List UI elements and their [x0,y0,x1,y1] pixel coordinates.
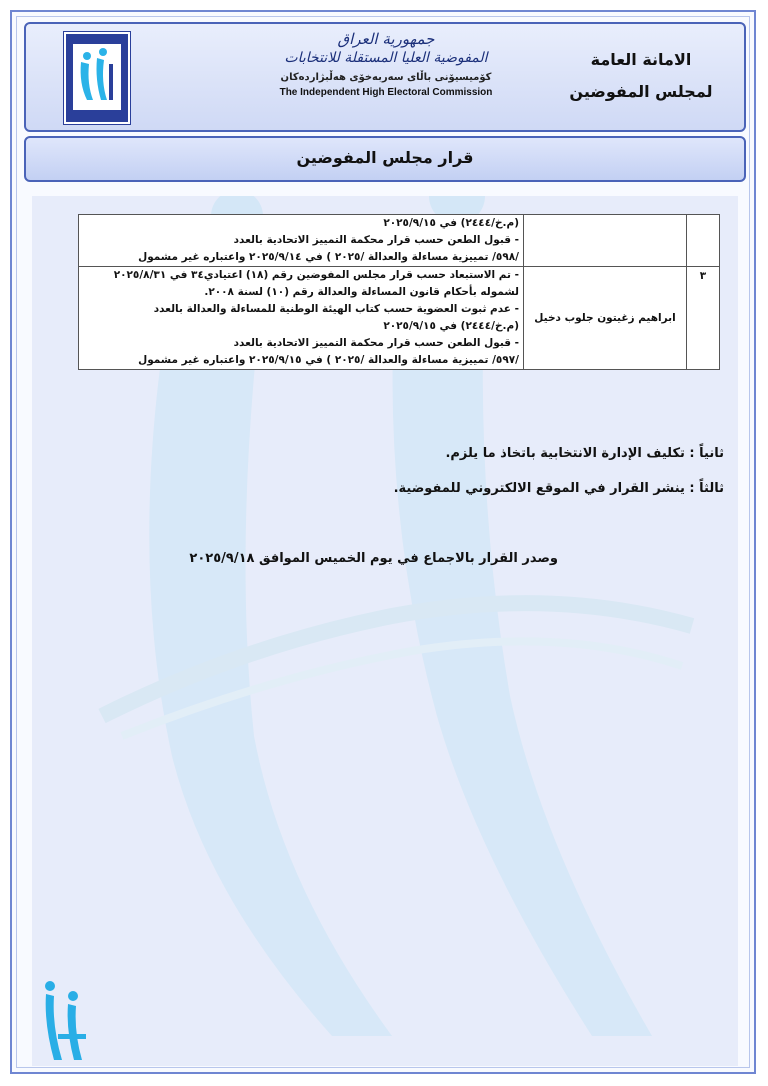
detail-line: - تم الاستبعاد حسب قرار مجلس المفوضين رقم (١٨) اعتيادي٣٤ في ٢٠٢٥/٨/٣١ [113,269,519,281]
secretariat-line1: الامانة العامة [590,50,692,69]
org-kurdish-name: كۆمیسیۆنی باڵای سەربەخۆی هەڵبژاردەکان [280,72,492,83]
paragraph-second: ثانياً : تكليف الإدارة الانتخابية باتخاذ ما يلزم. [445,446,724,461]
detail-line: /٥٩٧/ تمييزية مساءلة والعدالة /٢٠٢٥ ) في ٢٠٢٥/٩/١٥ واعتباره غير مشمول [138,354,519,366]
table-row [79,215,720,267]
row-number: ٣ [687,267,720,370]
detail-line: /٥٩٨/ تمييزية مساءلة والعدالة /٢٠٢٥ ) في ٢٠٢٥/٩/١٤ واعتباره غير مشمول [138,251,519,263]
candidate-name [524,215,687,267]
org-arabic-line1: جمهورية العراق [337,30,435,48]
detail-line: (م.خ/٢٤٤٤) في ٢٠٢٥/٩/١٥ [383,320,519,332]
secretariat-title [566,44,716,108]
commission-logo-icon [64,32,130,124]
secretariat-line2: لمجلس المفوضين [569,82,713,101]
table-row [79,267,720,370]
paragraph-third: ثالثاً : ينشر القرار في الموقع الالكتروني للمفوضية. [393,481,724,496]
detail-line: - قبول الطعن حسب قرار محكمة التمييز الاتحادية بالعدد [233,234,519,246]
detail-line: لشموله بأحكام قانون المساءلة والعدالة رقم (١٠) لسنة ٢٠٠٨. [204,286,519,298]
org-english-name: The Independent High Electoral Commission [279,87,493,98]
org-arabic-line2: المفوضية العليا المستقلة للانتخابات [284,50,488,66]
document-body [32,196,738,1066]
issuance-statement: وصدر القرار بالاجماع في يوم الخميس الموافق ٢٠٢٥/٩/١٨ [189,551,558,566]
document-title: قرار مجلس المفوضين [24,136,746,182]
corner-logo-icon [40,974,94,1066]
row-details [79,267,524,370]
detail-line: (م.خ/٢٤٤٤) في ٢٠٢٥/٩/١٥ [383,217,519,229]
detail-line: - قبول الطعن حسب قرار محكمة التمييز الاتحادية بالعدد [233,337,519,349]
letterhead [24,22,746,132]
detail-line: - عدم ثبوت العضوية حسب كتاب الهيئة الوطنية للمساءلة والعدالة بالعدد [153,303,519,315]
row-number [687,215,720,267]
row-details [79,215,524,267]
candidate-name: ابراهيم زغيتون جلوب دخيل [524,267,687,370]
decision-table [78,214,720,370]
organization-name [271,30,501,98]
